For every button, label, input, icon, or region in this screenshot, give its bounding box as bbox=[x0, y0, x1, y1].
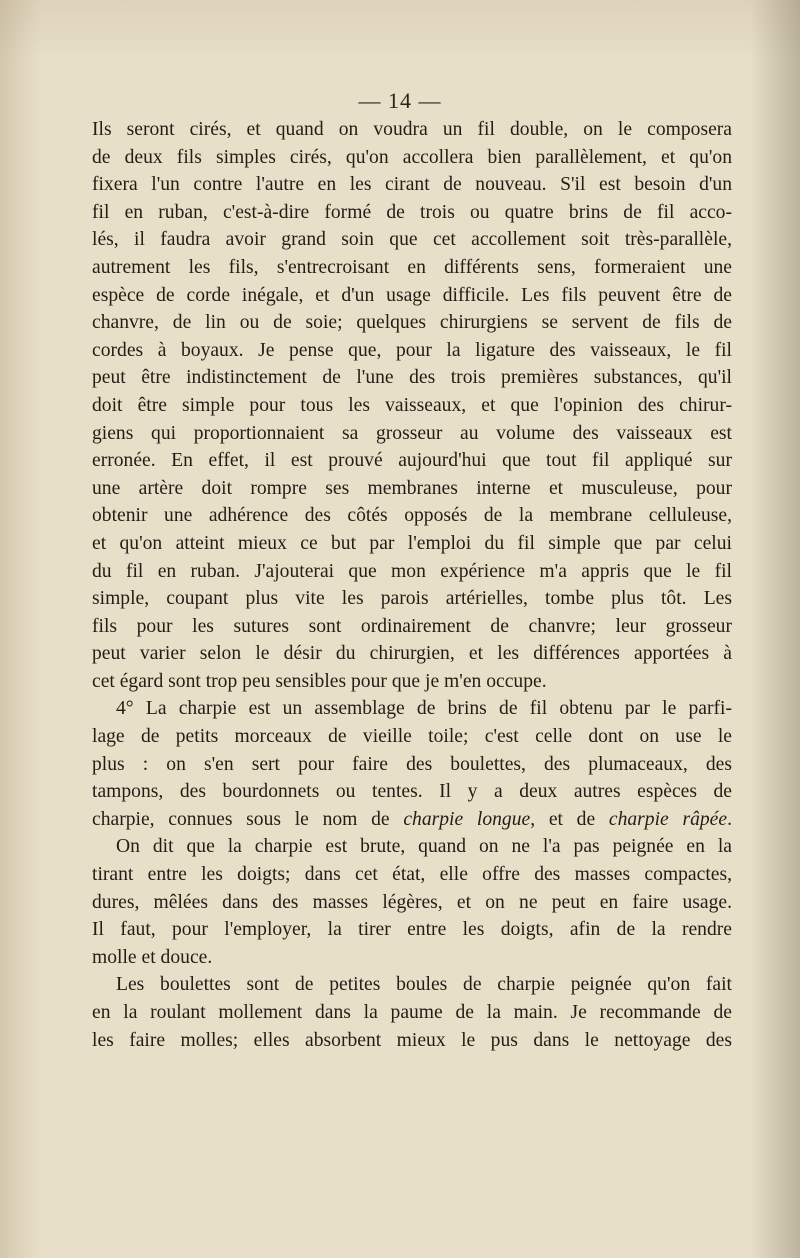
text-line: Il faut, pour l'employer, la tirer entre les doigts, afin de la rendre bbox=[92, 919, 732, 941]
text-line: lage de petits morceaux de vieille toile; c'est celle dont on use le bbox=[92, 726, 732, 748]
text-line: giens qui proportionnaient sa grosseur au volume des vaisseaux est bbox=[92, 422, 732, 444]
text-line: une artère doit rompre ses membranes interne et musculeuse, pour bbox=[92, 477, 732, 499]
text-span: , et de bbox=[530, 808, 609, 830]
text-line: plus : on s'en sert pour faire des boulettes, des plumaceaux, des bbox=[92, 753, 732, 775]
text-line: chanvre, de lin ou de soie; quelques chirurgiens se servent de fils de bbox=[92, 312, 732, 334]
text-line: du fil en ruban. J'ajouterai que mon expérience m'a appris que le fil bbox=[92, 560, 732, 582]
text-line: erronée. En effet, il est prouvé aujourd'hui que tout fil appliqué sur bbox=[92, 450, 732, 472]
text-span: . bbox=[727, 808, 732, 830]
page-number: — 14 — bbox=[358, 88, 442, 113]
text-line: lés, il faudra avoir grand soin que cet accollement soit très-parallèle, bbox=[92, 229, 732, 251]
text-line-with-italics bbox=[92, 806, 732, 834]
text-line: doit être simple pour tous les vaisseaux, et que l'opinion des chirur- bbox=[92, 394, 732, 416]
text-line: et qu'on atteint mieux ce but par l'emploi du fil simple que par celui bbox=[92, 532, 732, 554]
text-line: molle et douce. bbox=[92, 946, 213, 968]
text-line: dures, mêlées dans des masses légères, et on ne peut en faire usage. bbox=[92, 891, 732, 913]
text-line: Les boulettes sont de petites boules de charpie peignée qu'on fait bbox=[116, 974, 732, 996]
text-line: fil en ruban, c'est-à-dire formé de trois ou quatre brins de fil acco- bbox=[92, 201, 732, 223]
text-line: obtenir une adhérence des côtés opposés de la membrane celluleuse, bbox=[92, 505, 732, 527]
text-line: en la roulant mollement dans la paume de la main. Je recommande de bbox=[92, 1002, 732, 1023]
text-line: On dit que la charpie est brute, quand on ne l'a pas peignée en la bbox=[116, 836, 732, 858]
italic-term-charpie-longue: charpie longue bbox=[403, 808, 531, 830]
text-line: peut être indistinctement de l'une des trois premières substances, qu'il bbox=[92, 367, 732, 389]
text-line: 4° La charpie est un assemblage de brins de fil obtenu par le parfi- bbox=[116, 698, 732, 720]
text-line: fils pour les sutures sont ordinairement de chanvre; leur grosseur bbox=[92, 615, 732, 637]
text-line: simple, coupant plus vite les parois artérielles, tombe plus tôt. Les bbox=[92, 588, 732, 610]
text-line: peut varier selon le désir du chirurgien, et les différences apportées à bbox=[92, 643, 732, 665]
italic-term-charpie-rapee: charpie râpée bbox=[608, 808, 728, 830]
text-line: fixera l'un contre l'autre en les cirant de nouveau. S'il est besoin d'un bbox=[92, 174, 732, 196]
text-span: charpie, connues sous le nom de bbox=[92, 808, 404, 830]
text-line: Ils seront cirés, et quand on voudra un fil double, on le composera bbox=[92, 119, 732, 140]
text-line: les faire molles; elles absorbent mieux le pus dans le nettoyage des bbox=[92, 1029, 732, 1051]
text-line: cordes à boyaux. Je pense que, pour la ligature des vaisseaux, le fil bbox=[92, 339, 732, 361]
text-line: espèce de corde inégale, et d'un usage difficile. Les fils peuvent être de bbox=[92, 284, 732, 306]
text-line: tirant entre les doigts; dans cet état, elle offre des masses compactes, bbox=[92, 864, 732, 886]
text-line: de deux fils simples cirés, qu'on accollera bien parallèlement, et qu'on bbox=[92, 146, 732, 168]
text-line: tampons, des bourdonnets ou tentes. Il y a deux autres espèces de bbox=[92, 781, 732, 803]
text-line: autrement les fils, s'entrecroisant en différents sens, formeraient une bbox=[92, 256, 732, 278]
text-line: cet égard sont trop peu sensibles pour que je m'en occupe. bbox=[92, 670, 547, 692]
body-text bbox=[92, 116, 732, 1054]
